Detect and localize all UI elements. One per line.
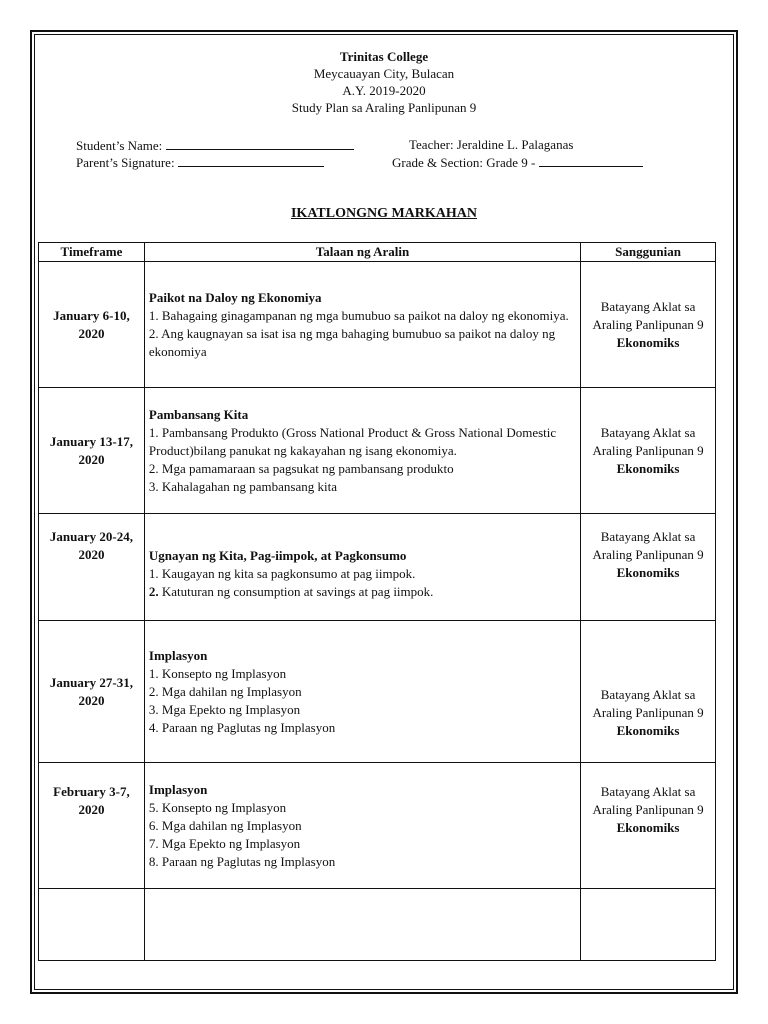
lesson-cell xyxy=(144,763,580,889)
lesson-item: 1. Bahagaing ginagampanan ng mga bumubuo sa paikot na daloy ng ekonomiya. xyxy=(148,307,569,323)
lesson-title: Ugnayan ng Kita, Pag-iimpok, at Pagkonsumo xyxy=(148,548,407,563)
source-book: Batayang Aklat sa Araling Panlipunan 9 xyxy=(592,298,704,332)
school-location: Meycauayan City, Bulacan xyxy=(313,66,455,81)
empty-cell[interactable] xyxy=(581,889,716,961)
grade-section-field xyxy=(392,154,643,171)
source-subject: Ekonomiks xyxy=(616,820,680,835)
student-name-blank[interactable] xyxy=(166,137,354,150)
lesson-item: 1. Konsepto ng Implasyon xyxy=(148,665,287,681)
lesson-cell xyxy=(144,262,580,388)
table-row xyxy=(39,388,716,514)
lesson-item: 6. Mga dahilan ng Implasyon xyxy=(148,817,302,833)
table-row-empty xyxy=(39,889,716,961)
timeframe-cell: January 6-10, 2020 xyxy=(39,262,145,388)
teacher-label: Teacher: Jeraldine L. Palaganas xyxy=(409,137,574,152)
lesson-title: Implasyon xyxy=(148,781,208,797)
grade-section-label: Grade & Section: Grade 9 - xyxy=(392,155,536,170)
lesson-item: 1. Kaugayan ng kita sa pagkonsumo at pag iimpok. xyxy=(148,566,416,581)
table-row xyxy=(39,514,716,621)
header-talaan: Talaan ng Aralin xyxy=(144,243,580,262)
source-cell xyxy=(581,388,716,514)
document-header xyxy=(34,48,734,116)
table-row xyxy=(39,621,716,763)
academic-year: A.Y. 2019-2020 xyxy=(342,83,426,98)
source-cell xyxy=(581,621,716,763)
timeframe-cell: January 13-17, 2020 xyxy=(39,388,145,514)
plan-title: Study Plan sa Araling Panlipunan 9 xyxy=(291,100,477,115)
lesson-item-number: 2. xyxy=(148,584,159,599)
source-book: Batayang Aklat sa Araling Panlipunan 9 xyxy=(592,687,704,720)
empty-cell[interactable] xyxy=(144,889,580,961)
source-subject: Ekonomiks xyxy=(616,460,680,476)
lesson-item: 2. Mga pamamaraan sa pagsukat ng pambansang produkto xyxy=(148,460,454,476)
source-subject: Ekonomiks xyxy=(616,334,680,350)
lesson-item: 5. Konsepto ng Implasyon xyxy=(148,799,287,815)
empty-cell[interactable] xyxy=(39,889,145,961)
source-subject: Ekonomiks xyxy=(616,723,680,738)
lesson-item: 3. Mga Epekto ng Implasyon xyxy=(148,701,301,717)
teacher-field xyxy=(409,137,573,153)
student-name-field xyxy=(76,137,354,154)
section-title: IKATLONGNG MARKAHAN xyxy=(290,206,478,221)
study-plan-table xyxy=(38,242,716,961)
lesson-cell xyxy=(144,388,580,514)
lesson-item: 8. Paraan ng Paglutas ng Implasyon xyxy=(148,853,336,869)
source-cell xyxy=(581,763,716,889)
student-name-label: Student’s Name: xyxy=(76,138,163,153)
lesson-title: Paikot na Daloy ng Ekonomiya xyxy=(148,289,322,305)
table-row xyxy=(39,763,716,889)
table-row xyxy=(39,262,716,388)
source-book: Batayang Aklat sa Araling Panlipunan 9 xyxy=(592,784,704,817)
source-cell xyxy=(581,514,716,621)
lesson-title: Pambansang Kita xyxy=(148,406,249,422)
school-name: Trinitas College xyxy=(339,49,429,64)
parent-signature-blank[interactable] xyxy=(178,154,324,167)
grade-section-blank[interactable] xyxy=(539,154,643,167)
lesson-item: 4. Paraan ng Paglutas ng Implasyon xyxy=(148,719,336,735)
timeframe-cell: January 27-31, 2020 xyxy=(39,621,145,763)
lesson-cell xyxy=(144,514,580,621)
timeframe-cell: February 3-7, 2020 xyxy=(39,763,145,889)
lesson-item-text: Katuturan ng consumption at savings at pag iimpok. xyxy=(161,584,434,599)
source-subject: Ekonomiks xyxy=(616,565,680,580)
header-timeframe: Timeframe xyxy=(39,243,145,262)
lesson-item: 2. Mga dahilan ng Implasyon xyxy=(148,683,302,699)
parent-signature-label: Parent’s Signature: xyxy=(76,155,175,170)
lesson-item: 3. Kahalagahan ng pambansang kita xyxy=(148,478,337,494)
parent-signature-field xyxy=(76,154,324,171)
lesson-title: Implasyon xyxy=(148,647,208,663)
source-book: Batayang Aklat sa Araling Panlipunan 9 xyxy=(592,529,704,562)
lesson-item: 1. Pambansang Produkto (Gross National Product & Gross National Domestic Product)bilang panukat ng kakayahan ng isang ekonomiya. xyxy=(148,424,557,458)
lesson-item xyxy=(149,583,576,601)
source-cell xyxy=(581,262,716,388)
source-book: Batayang Aklat sa Araling Panlipunan 9 xyxy=(592,424,704,458)
lesson-cell xyxy=(144,621,580,763)
lesson-item: 2. Ang kaugnayan sa isat isa ng mga bahaging bumubuo sa paikot na daloy ng ekonomiya xyxy=(148,325,556,359)
header-sanggunian: Sanggunian xyxy=(581,243,716,262)
lesson-item: 7. Mga Epekto ng Implasyon xyxy=(148,835,301,851)
timeframe-cell: January 20-24, 2020 xyxy=(39,514,145,621)
table-header-row xyxy=(39,243,716,262)
